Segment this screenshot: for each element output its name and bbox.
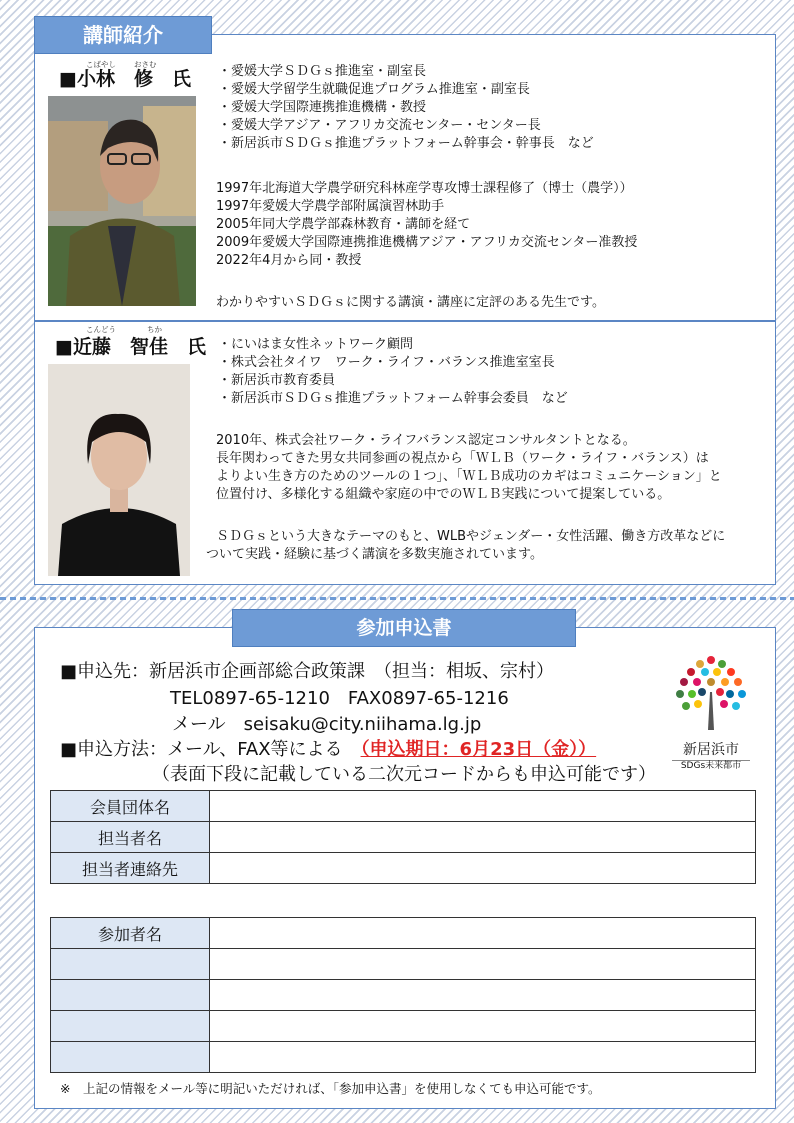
form-row xyxy=(51,1042,756,1073)
form-label: 担当者連絡先 xyxy=(51,853,210,884)
form-label: 会員団体名 xyxy=(51,791,210,822)
footnote: ※ 上記の情報をメール等に明記いただければ、「参加申込書」を使用しなくても申込可能です。 xyxy=(60,1081,601,1096)
organization-form xyxy=(50,790,756,884)
city-logo xyxy=(672,652,750,770)
sdgs-tree-icon xyxy=(672,652,750,730)
speaker1-name: ■小林 修 氏 xyxy=(59,68,191,90)
form-row xyxy=(51,853,756,884)
speaker1-ruby-surname: こばやし xyxy=(86,60,116,69)
speaker2-history-line: 2010年、株式会社ワーク・ライフバランス認定コンサルタントとなる。 xyxy=(216,433,636,448)
speaker1-note: わかりやすいＳＤＧｓに関する講演・講座に定評のある先生です。 xyxy=(216,295,605,310)
speaker1-role: ・新居浜市ＳＤＧｓ推進プラットフォーム幹事会・幹事長 など xyxy=(218,136,594,151)
speaker2-note-line: ＳＤＧｓという大きなテーマのもと、WLBやジェンダー・女性活躍、働き方改革などに xyxy=(216,529,726,544)
contact-person-field[interactable] xyxy=(210,822,756,853)
form-label-blank xyxy=(51,1011,210,1042)
organization-name-field[interactable] xyxy=(210,791,756,822)
speaker2-note xyxy=(206,528,725,564)
application-method-text: ■申込方法：メール、FAX等による xyxy=(60,739,361,760)
section-separator xyxy=(0,597,794,600)
form-row xyxy=(51,822,756,853)
speaker1-ruby-given: おさむ xyxy=(134,60,157,69)
city-logo-sub: SDGs未来都市 xyxy=(672,760,750,772)
speaker2-roles xyxy=(218,336,568,408)
speaker2-history-line: 長年関わってきた男女共同参画の視点から「ＷＬＢ（ワーク・ライフ・バランス）は xyxy=(216,451,709,466)
contact-phone-fax: TEL0897-65-1210 FAX0897-65-1216 xyxy=(170,688,509,709)
speaker1-roles xyxy=(218,63,594,153)
form-row xyxy=(51,918,756,949)
speaker2-note-line: ついて実践・経験に基づく講演を多数実施されています。 xyxy=(206,547,543,562)
contact-info-field[interactable] xyxy=(210,853,756,884)
speaker2-history-line: 位置付け、多様化する組織や家庭の中でのＷＬＢ実践について提案している。 xyxy=(216,487,671,502)
speaker1-role: ・愛媛大学留学生就職促進プログラム推進室・副室長 xyxy=(218,82,530,97)
participants-form xyxy=(50,917,756,1073)
speaker1-history-line: 1997年愛媛大学農学部附属演習林助手 xyxy=(216,199,445,214)
speaker1-history-line: 2009年愛媛大学国際連携推進機構アジア・アフリカ交流センター准教授 xyxy=(216,235,638,250)
speaker2-role: ・新居浜市ＳＤＧｓ推進プラットフォーム幹事会委員 など xyxy=(218,391,568,406)
city-logo-name: 新居浜市 xyxy=(683,742,739,758)
form-row xyxy=(51,791,756,822)
application-method xyxy=(60,735,596,761)
form-row xyxy=(51,1011,756,1042)
speaker1-role: ・愛媛大学国際連携推進機構・教授 xyxy=(218,100,427,115)
participant-name-field[interactable] xyxy=(210,1011,756,1042)
contact-destination: ■申込先：新居浜市企画部総合政策課 （担当：相坂、宗村） xyxy=(60,661,555,682)
speaker2-role: ・にいはま女性ネットワーク顧問 xyxy=(218,337,414,352)
form-row xyxy=(51,980,756,1011)
speaker1-history-line: 2005年同大学農学部森林教育・講師を経て xyxy=(216,217,471,232)
speaker2-ruby-surname: こんどう xyxy=(86,325,116,334)
participant-name-field[interactable] xyxy=(210,1042,756,1073)
form-label-blank xyxy=(51,949,210,980)
form-label: 担当者名 xyxy=(51,822,210,853)
participant-name-field[interactable] xyxy=(210,980,756,1011)
speaker2-history-line: よりよい生き方のためのツールの１つ」、「ＷＬＢ成功のカギはコミュニケーション」と xyxy=(216,469,722,484)
speaker1-role: ・愛媛大学アジア・アフリカ交流センター・センター長 xyxy=(218,118,541,133)
qr-note: （表面下段に記載している二次元コードからも申込可能です） xyxy=(152,764,656,785)
section-title-speakers: 講師紹介 xyxy=(34,16,212,54)
speaker1-history-line: 2022年4月から同・教授 xyxy=(216,253,362,268)
speaker1-history xyxy=(216,180,637,270)
speaker2-role: ・株式会社タイワ ワーク・ライフ・バランス推進室室長 xyxy=(218,355,555,370)
panel-divider xyxy=(35,320,775,322)
speaker2-ruby-given: ちか xyxy=(147,325,162,334)
speaker2-history xyxy=(216,432,722,504)
contact-email: メール seisaku@city.niihama.lg.jp xyxy=(172,714,482,735)
deadline-text: （申込期日：6月23日（金）） xyxy=(360,739,597,760)
section-title-application: 参加申込書 xyxy=(232,609,576,647)
form-label-blank xyxy=(51,1042,210,1073)
speaker2-role: ・新居浜市教育委員 xyxy=(218,373,336,388)
form-row xyxy=(51,949,756,980)
speaker1-history-line: 1997年北海道大学農学研究科林産学専攻博士課程修了（博士（農学）） xyxy=(216,181,633,196)
participant-name-field[interactable] xyxy=(210,949,756,980)
speaker2-name: ■近藤 智佳 氏 xyxy=(55,336,206,358)
speaker1-role: ・愛媛大学ＳＤＧｓ推進室・副室長 xyxy=(218,64,427,79)
form-label-blank xyxy=(51,980,210,1011)
speaker1-photo xyxy=(48,96,196,306)
speaker2-photo xyxy=(48,364,190,576)
participant-name-field[interactable] xyxy=(210,918,756,949)
form-label: 参加者名 xyxy=(51,918,210,949)
